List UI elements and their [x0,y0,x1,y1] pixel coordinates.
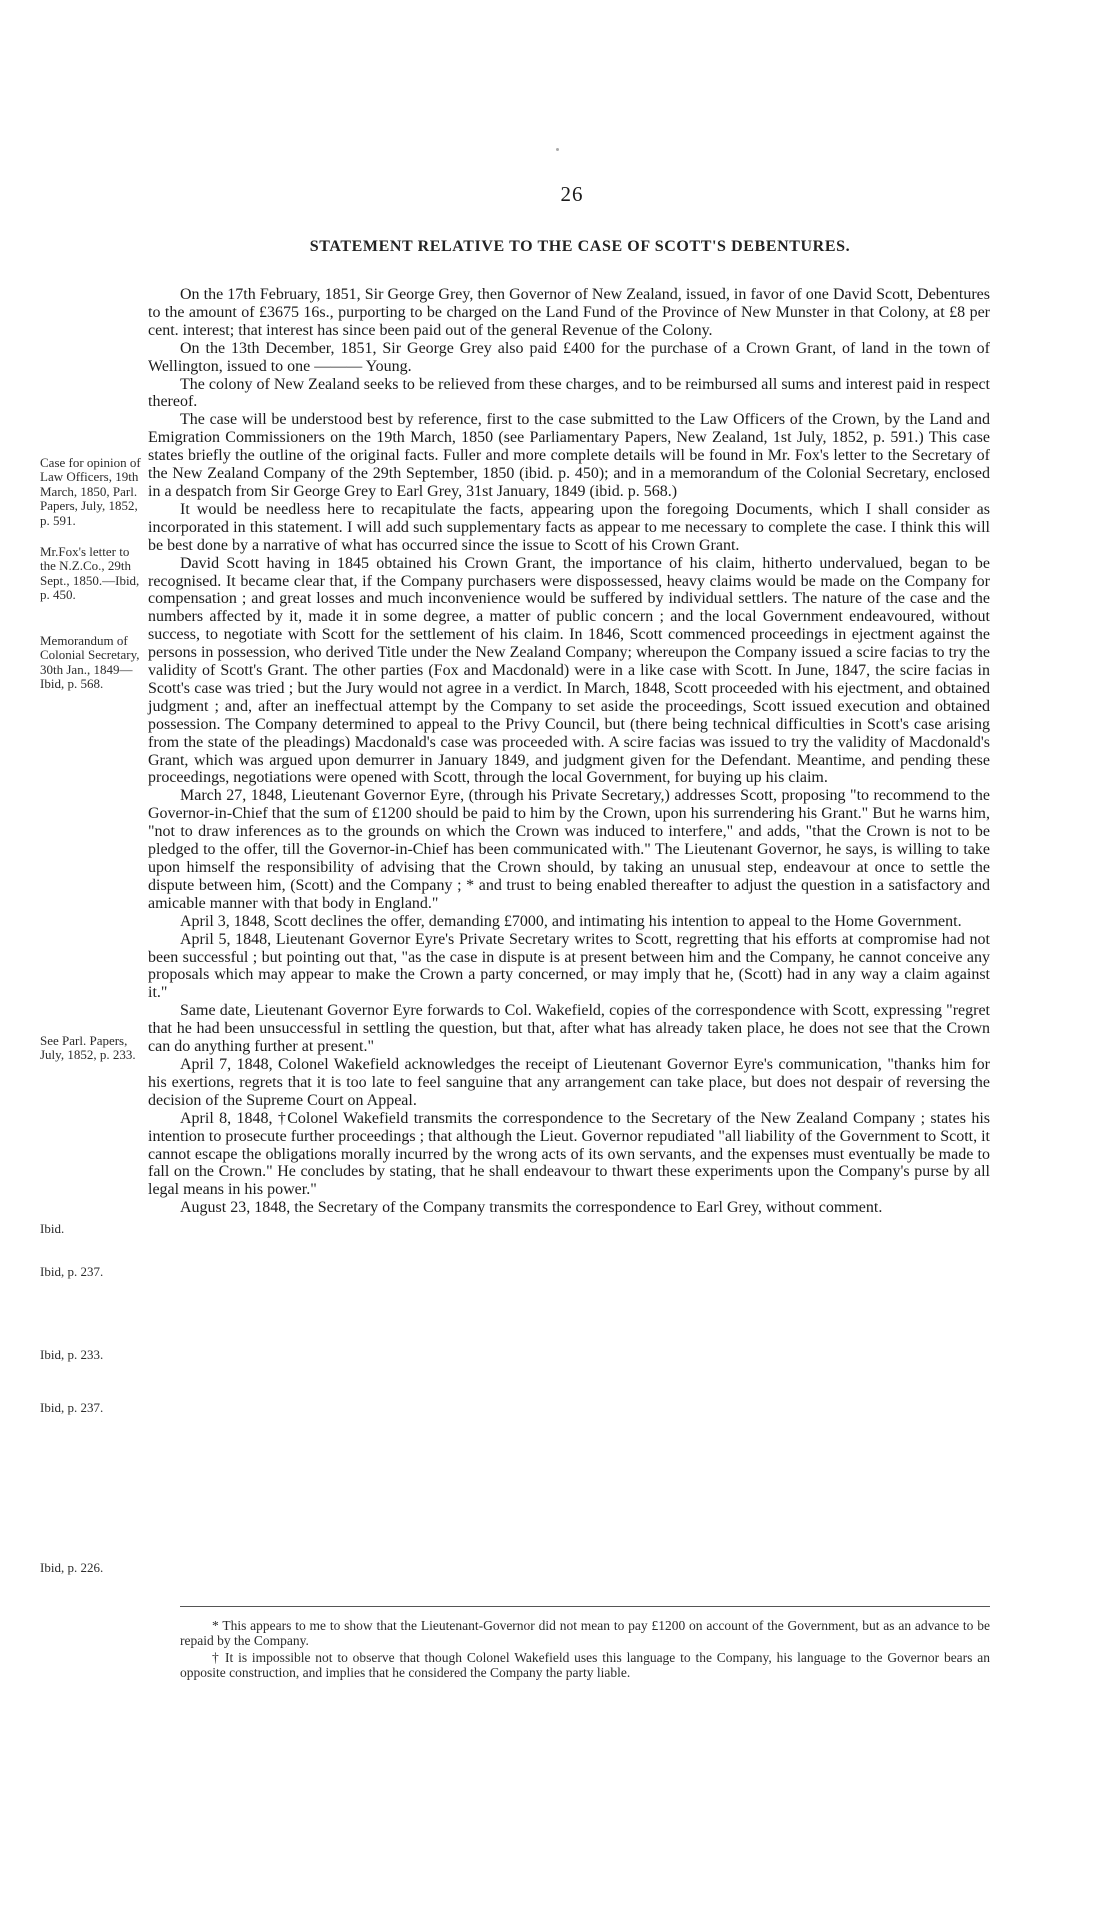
footnote: * This appears to me to show that the Lieutenant-Governor did not mean to pay £1200 on account of the Government, but as an advance to be repaid by the Company. [180,1618,990,1648]
sidenote: Ibid, p. 237. [40,1400,104,1415]
paragraph: April 3, 1848, Scott declines the offer, demanding £7000, and intimating his intention to appeal to the Home Government. [180,912,962,930]
footnote: † It is impossible not to observe that though Colonel Wakefield uses this language to the Company, his language to the Governor bears an opposite construction, and implies that he considered the Company the party liable. [180,1650,990,1680]
paragraph: April 5, 1848, Lieutenant Governor Eyre's Private Secretary writes to Scott, regretting that his efforts at compromise had not been successful ; but pointing out that, "as the case in dispute is at present between him and the Company, he cannot conceive any proposals which may appear to make the Crown a party concerned, or may imply that he, (Scott) had in any way a claim against it." [148,930,990,1002]
paragraph: April 8, 1848, †Colonel Wakefield transmits the correspondence to the Secretary of the New Zealand Company ; states his intention to prosecute further proceedings ; that although the Lieut. Governor repudiated "all liability of the Government to Scott, it cannot escape the obligations morally incurred by the wrong acts of its own servants, and the expenses must eventually be made to fall on the Crown." He concludes by stating, that he shall endeavour to thwart these experiments upon the Company's purse by all legal means in his power." [148,1109,990,1199]
sidenote: Case for opinion of Law Officers, 19th March, 1850, Parl. Papers, July, 1852, p. 591. [40,455,141,528]
paragraph: David Scott having in 1845 obtained his Crown Grant, the importance of his claim, hitherto undervalued, began to be recognised. It became clear that, if the Company purchasers were dispossessed, heavy claims would be made on the Company for compensation ; and great losses and much inconvenience would be suffered by individual settlers. The nature of the case and the numbers affected by it, made it in some degree, a matter of public concern ; and the local Government endeavoured, without success, to negotiate with Scott for the settlement of his claim. In 1846, Scott commenced proceedings in ejectment against the persons in possession, who derived Title under the New Zealand Company; whereupon the Company issued a scire facias to try the validity of Scott's Grant. The other parties (Fox and Macdonald) were in a like case with Scott. In June, 1847, the scire facias in Scott's case was tried ; but the Jury would not agree in a verdict. In March, 1848, Scott proceeded with his ejectment, and obtained judgment ; and, after an ineffectual attempt by the Company to set aside the proceedings, Scott issued execution and obtained possession. The Company determined to appeal to the Privy Council, but (there being technical difficulties in Scott's case arising from the state of the pleadings) Macdonald's case was proceeded with. A scire facias was issued to try the validity of Macdonald's Grant, which was argued upon demurrer in January 1849, and judgment given for the Defendant. Meantime, and pending these proceedings, negotiations were opened with Scott, through the local Government, for buying up his claim. [148,554,990,787]
paper-speck [556,148,559,151]
sidenote: See Parl. Papers, July, 1852, p. 233. [40,1033,136,1063]
main-text [148,286,990,1217]
paragraph: On the 17th February, 1851, Sir George Grey, then Governor of New Zealand, issued, in favor of one David Scott, Debentures to the amount of £3675 16s., purporting to be charged on the Land Fund of the Province of New Munster in that Colony, at £8 per cent. interest; that interest has since been paid out of the general Revenue of the Colony. [148,286,990,339]
sidenote: Mr.Fox's letter to the N.Z.Co., 29th Sept., 1850.—Ibid, p. 450. [40,544,140,603]
paragraph: August 23, 1848, the Secretary of the Company transmits the correspondence to Earl Grey, without comment. [180,1199,883,1217]
sidenote: Ibid, p. 226. [40,1560,104,1575]
paragraph: March 27, 1848, Lieutenant Governor Eyre, (through his Private Secretary,) addresses Scott, proposing "to recommend to the Governor-in-Chief that the sum of £1200 should be paid to him by the Crown, upon his surrendering his Grant." But he warns him, "not to draw inferences as to the grounds on which the Crown was induced to interfere," and adds, "that the Crown is not to be pledged to the offer, till the Governor-in-Chief has been communicated with." The Lieutenant Governor, he says, is willing to take upon himself the responsibility of advising that the Crown should, by taking an unusual step, endeavour at once to settle the dispute between him, (Scott) and the Company ; * and trust to being enabled thereafter to adjust the question in a satisfactory and amicable manner with that body in England." [148,787,990,912]
sidenote: Ibid, p. 237. [40,1264,104,1279]
footnotes [180,1618,990,1682]
paragraph: It would be needless here to recapitulate the facts, appearing upon the foregoing Documents, which I shall consider as incorporated in this statement. I will add such supplementary facts as appear to me necessary to complete the case. I think this will be best done by a narrative of what has occurred since the issue to Scott of his Crown Grant. [148,500,990,554]
paragraph: On the 13th December, 1851, Sir George Grey also paid £400 for the purchase of a Crown Grant, of land in the town of Wellington, issued to one ——— Young. [148,339,990,375]
page-title: STATEMENT RELATIVE TO THE CASE OF SCOTT'S DEBENTURES. [309,238,851,255]
sidenote: Ibid. [40,1221,65,1236]
paragraph: April 7, 1848, Colonel Wakefield acknowledges the receipt of Lieutenant Governor Eyre's communication, "thanks him for his exertions, regrets that it is too late to feel sanguine that any arrangement can take place, but does not despair of reversing the decision of the Supreme Court on Appeal. [148,1055,990,1109]
footnote-divider [180,1606,990,1607]
paragraph: Same date, Lieutenant Governor Eyre forwards to Col. Wakefield, copies of the correspondence with Scott, expressing "regret that he had been unsuccessful in settling the question, but that, after what has already taken place, he does not see that the Crown can do anything further at present." [148,1002,990,1056]
page-number: 26 [560,182,584,206]
paragraph: The colony of New Zealand seeks to be relieved from these charges, and to be reimbursed all sums and interest paid in respect thereof. [148,375,990,411]
sidenote: Ibid, p. 233. [40,1347,104,1362]
sidenote: Memorandum of Colonial Secretary, 30th Jan., 1849— Ibid, p. 568. [40,633,140,692]
paragraph: The case will be understood best by reference, first to the case submitted to the Law Officers of the Crown, by the Land and Emigration Commissioners on the 19th March, 1850 (see Parliamentary Papers, New Zealand, 1st July, 1852, p. 591.) This case states briefly the outline of the original facts. Fuller and more complete details will be found in Mr. Fox's letter to the Secretary of the New Zealand Company of the 29th September, 1850 (ibid. p. 450); and in a memorandum of the Colonial Secretary, enclosed in a despatch from Sir George Grey to Earl Grey, 31st January, 1849 (ibid. p. 568.) [148,411,990,500]
